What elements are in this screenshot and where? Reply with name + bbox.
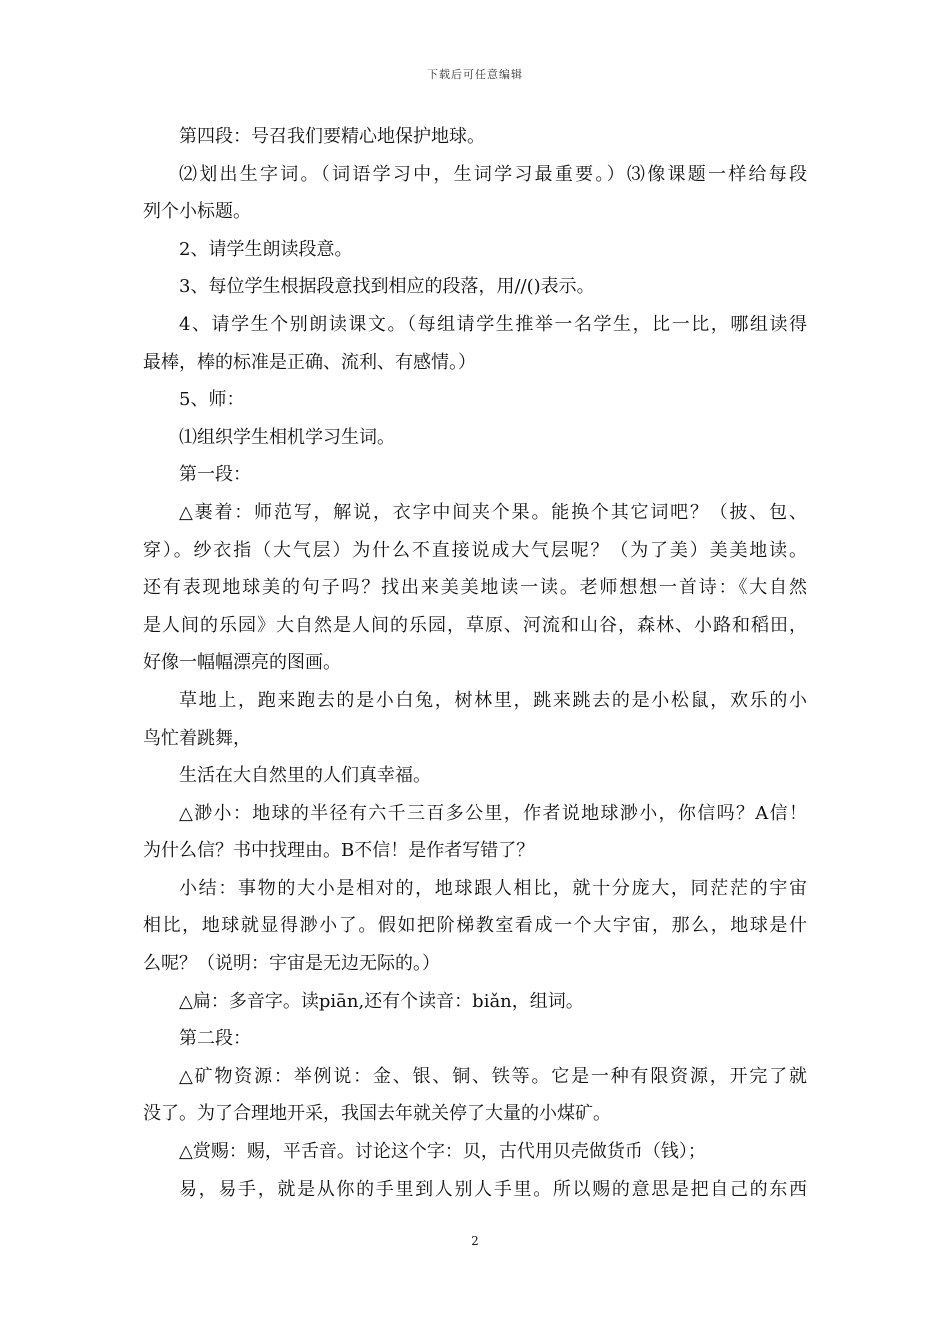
paragraph-line: 为什么信？书中找理由。B不信！是作者写错了？ <box>143 840 535 862</box>
paragraph-line: △矿物资源：举例说：金、银、铜、铁等。它是一种有限资源，开完了就 <box>179 1065 807 1087</box>
paragraph-line: 还有表现地球美的句子吗？找出来美美地读一读。老师想想一首诗：《大自然 <box>143 577 807 599</box>
paragraph-line: 穿）。纱衣指（大气层）为什么不直接说成大气层呢？（为了美）美美地读。 <box>143 539 807 561</box>
paragraph-line: 第一段： <box>179 464 251 486</box>
paragraph-line: 鸟忙着跳舞， <box>143 727 251 749</box>
page-number: 2 <box>471 1234 479 1248</box>
paragraph-line: 生活在大自然里的人们真幸福。 <box>179 765 431 787</box>
paragraph-line: △裹着：师范写，解说，衣字中间夹个果。能换个其它词吧？（披、包、 <box>179 501 807 523</box>
paragraph-line: 4、请学生个别朗读课文。（每组请学生推举一名学生，比一比，哪组读得 <box>179 313 807 335</box>
paragraph-line: 草地上，跑来跑去的是小白兔，树林里，跳来跳去的是小松鼠，欢乐的小 <box>179 689 807 711</box>
paragraph-line: ⑴组织学生相机学习生词。 <box>179 426 395 448</box>
paragraph-line: 小结：事物的大小是相对的，地球跟人相比，就十分庞大，同茫茫的宇宙 <box>179 877 807 899</box>
paragraph-line: △渺小：地球的半径有六千三百多公里，作者说地球渺小，你信吗？A信！ <box>179 802 807 824</box>
paragraph-line: 是人间的乐园》大自然是人间的乐园，草原、河流和山谷，森林、小路和稻田， <box>143 614 807 636</box>
paragraph-line: △扁：多音字。读piān,还有个读音：biǎn，组词。 <box>179 990 584 1012</box>
paragraph-line: 5、师： <box>179 389 245 411</box>
document-body <box>143 118 807 1208</box>
paragraph-line: 第二段： <box>179 1028 251 1050</box>
paragraph-line: 好像一幅幅漂亮的图画。 <box>143 652 341 674</box>
paragraph-line: 2、请学生朗读段意。 <box>179 238 353 260</box>
paragraph-line: ⑵划出生字词。（词语学习中，生词学习最重要。）⑶像课题一样给每段 <box>179 163 807 185</box>
paragraph-line: 么呢？（说明：宇宙是无边无际的。） <box>143 953 440 975</box>
paragraph-line: △赏赐：赐，平舌音。讨论这个字：贝，古代用贝壳做货币（钱）； <box>179 1141 706 1163</box>
paragraph-line: 3、每位学生根据段意找到相应的段落，用//()表示。 <box>179 276 595 298</box>
paragraph-line: 易，易手，就是从你的手里到人别人手里。所以赐的意思是把自己的东西 <box>179 1178 807 1200</box>
paragraph-line: 没了。为了合理地开采，我国去年就关停了大量的小煤矿。 <box>143 1103 611 1125</box>
paragraph-line: 最棒，棒的标准是正确、流利、有感情。） <box>143 351 476 373</box>
page-header: 下载后可任意编辑 <box>427 68 523 81</box>
paragraph-line: 第四段：号召我们要精心地保护地球。 <box>179 126 485 147</box>
paragraph-line: 相比，地球就显得渺小了。假如把阶梯教室看成一个大宇宙，那么，地球是什 <box>143 915 807 937</box>
paragraph-line: 列个小标题。 <box>143 201 251 223</box>
